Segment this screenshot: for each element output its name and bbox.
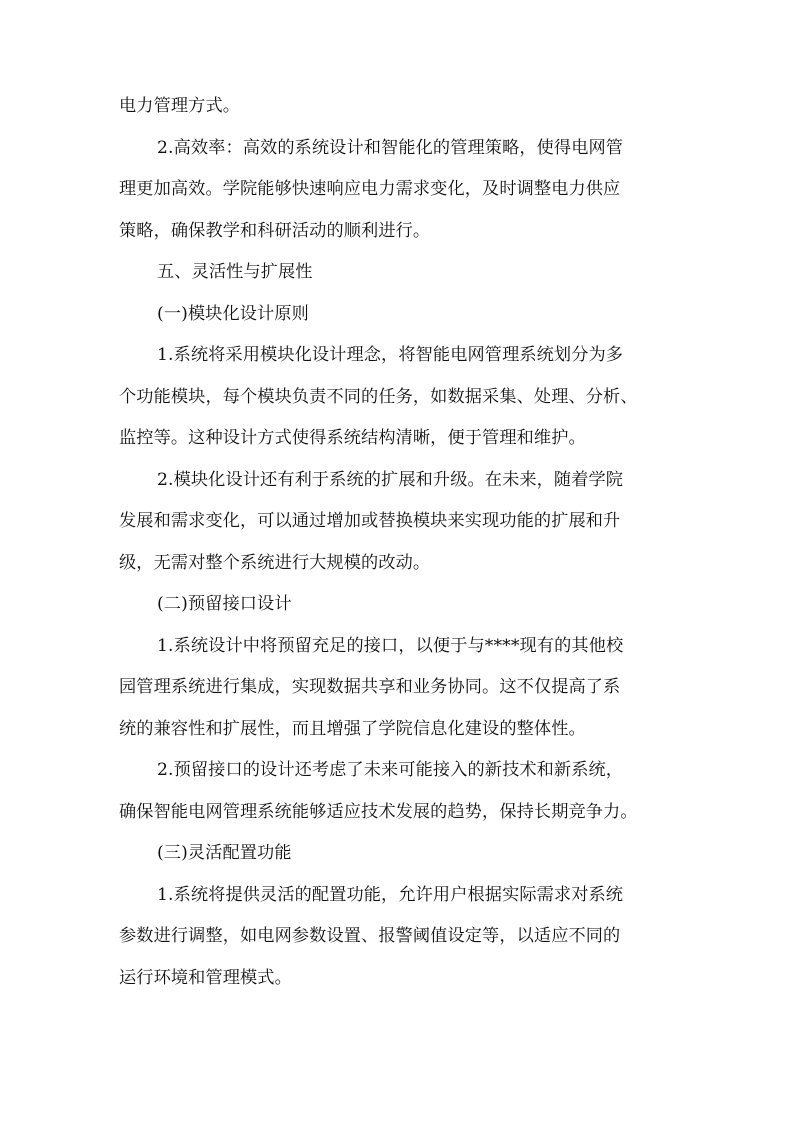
paragraph-first-line: 2.模块化设计还有利于系统的扩展和升级。在未来，随着学院: [157, 469, 624, 490]
subsection-heading: (一)模块化设计原则: [157, 303, 309, 324]
text-line: 园管理系统进行集成，实现数据共享和业务协同。这不仅提高了系: [119, 677, 621, 697]
text-line: 参数进行调整，如电网参数设置、报警阈值设定等，以适应不同的: [119, 926, 621, 946]
paragraph-first-line: 1.系统设计中将预留充足的接口，以便于与****现有的其他校: [157, 635, 624, 656]
text-line: 运行环境和管理模式。: [119, 967, 292, 988]
text-line: 理更加高效。学院能够快速响应电力需求变化，及时调整电力供应: [119, 179, 621, 199]
text-line: 级，无需对整个系统进行大规模的改动。: [119, 552, 431, 573]
paragraph-first-line: 2.高效率：高效的系统设计和智能化的管理策略，使得电网管: [157, 137, 624, 158]
text-line: 确保智能电网管理系统能够适应技术发展的趋势，保持长期竞争力。: [119, 801, 638, 822]
paragraph-first-line: 2.预留接口的设计还考虑了未来可能接入的新技术和新系统，: [157, 760, 624, 780]
text-line: 电力管理方式。: [119, 96, 241, 116]
text-line: 统的兼容性和扩展性，而且增强了学院信息化建设的整体性。: [119, 718, 586, 739]
text-line: 监控等。这种设计方式使得系统结构清晰，便于管理和维护。: [119, 428, 586, 448]
section-heading: 五、灵活性与扩展性: [157, 262, 313, 282]
subsection-heading: (二)预留接口设计: [157, 594, 292, 614]
text-line: 发展和需求变化，可以通过增加或替换模块来实现功能的扩展和升: [119, 511, 621, 531]
text-line: 策略，确保教学和科研活动的顺利进行。: [119, 220, 431, 241]
paragraph-first-line: 1.系统将采用模块化设计理念，将智能电网管理系统划分为多: [157, 345, 624, 365]
paragraph-first-line: 1.系统将提供灵活的配置功能，允许用户根据实际需求对系统: [157, 884, 624, 905]
document-body: [119, 86, 679, 999]
subsection-heading: (三)灵活配置功能: [157, 843, 292, 863]
text-line: 个功能模块，每个模块负责不同的任务，如数据采集、处理、分析、: [119, 386, 638, 407]
